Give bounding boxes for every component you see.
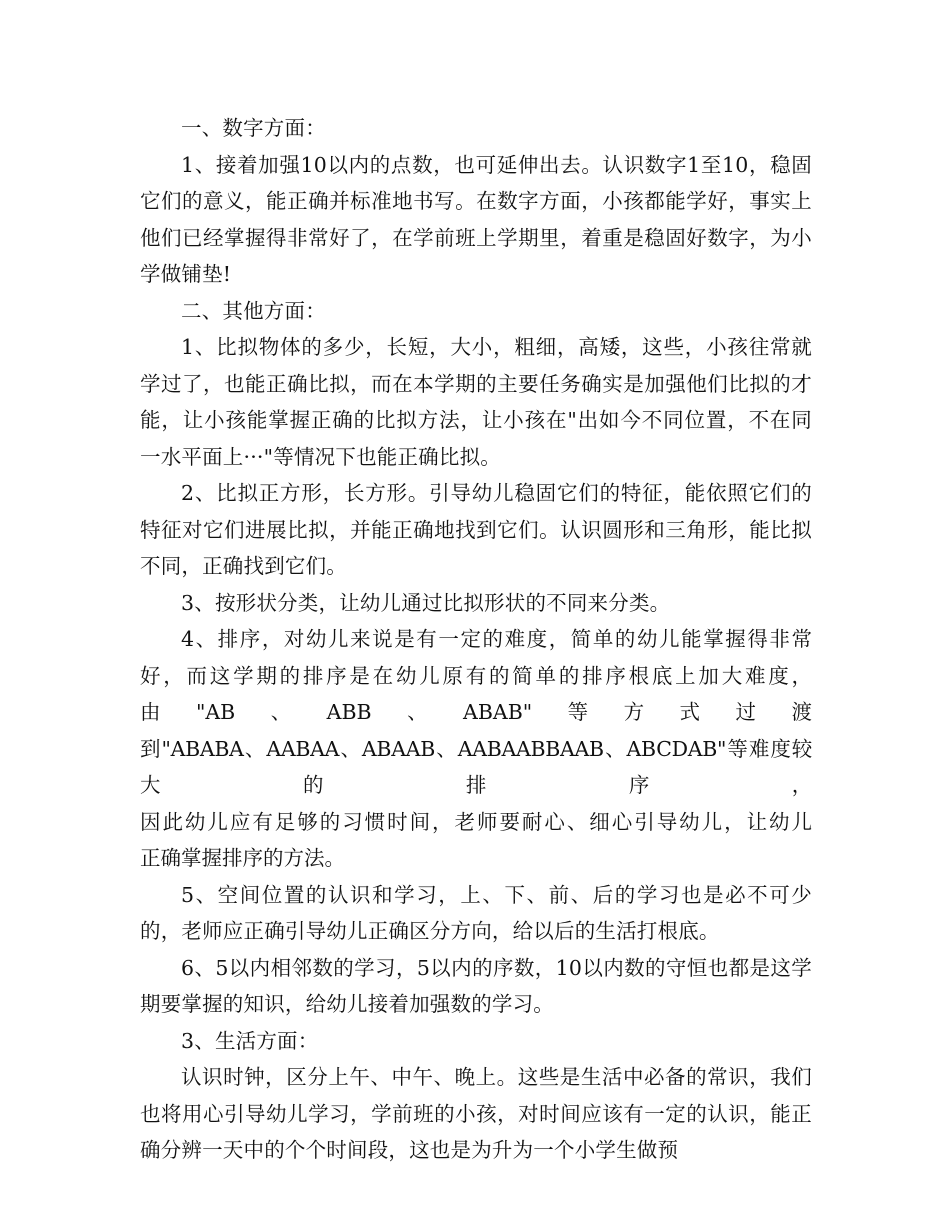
paragraph-life-1: 认识时钟，区分上午、中午、晚上。这些是生活中必备的常识，我们也将用心引导幼儿学习，学前班的小孩，对时间应该有一定的认识，能正确分辨一天中的个个时间段，这也是为升为一个小学生做预 bbox=[140, 1065, 812, 1162]
paragraph-other-4-line-6: 正确掌握排序的方法。 bbox=[140, 846, 345, 870]
paragraph-other-1: 1、比拟物体的多少，长短，大小，粗细，高矮，这些，小孩往常就学过了，也能正确比拟，而在本学期的主要任务确实是加强他们比拟的才能，让小孩能掌握正确的比拟方法，让小孩在"出如今不同位置，不在同一水平面上···"等情况下也能正确比拟。 bbox=[140, 335, 812, 469]
paragraph-numbers-1: 1、接着加强10以内的点数，也可延伸出去。认识数字1至10，稳固它们的意义，能正确并标准地书写。在数字方面，小孩都能学好，事实上他们已经掌握得非常好了，在学前班上学期里，着重是稳固好数字，为小学做铺垫! bbox=[140, 152, 812, 286]
token: ABAB" bbox=[463, 700, 533, 724]
heading-life: 3、生活方面： bbox=[181, 1028, 319, 1053]
paragraph-other-4-line-2: 好，而这学期的排序是在幼儿原有的简单的排序根底上加大难度， bbox=[140, 663, 812, 688]
heading-other: 二、其他方面： bbox=[181, 298, 326, 323]
paragraph-other-4 bbox=[140, 621, 812, 877]
paragraph-other-6: 6、5以内相邻数的学习，5以内的序数，10以内数的守恒也都是这学期要掌握的知识，给幼儿接着加强数的学习。 bbox=[140, 955, 812, 1016]
token: 、 bbox=[407, 700, 428, 724]
paragraph-other-2: 2、比拟正方形，长方形。引导幼儿稳固它们的特征，能依照它们的特征对它们进展比拟，并能正确地找到它们。认识圆形和三角形，能比拟不同，正确找到它们。 bbox=[140, 481, 812, 578]
paragraph-other-5: 5、空间位置的认识和学习，上、下、前、后的学习也是必不可少的，老师应正确引导幼儿正确区分方向，给以后的生活打根底。 bbox=[140, 882, 812, 943]
document-body bbox=[140, 110, 812, 1169]
paragraph-other-3: 3、按形状分类，让幼儿通过比拟形状的不同来分类。 bbox=[181, 590, 671, 615]
token: "AB bbox=[195, 700, 236, 724]
token: 方 bbox=[623, 700, 645, 724]
token: 等 bbox=[567, 700, 589, 724]
token: ABB bbox=[326, 700, 372, 724]
paragraph-other-4-line-3 bbox=[140, 694, 812, 731]
token: 、 bbox=[270, 700, 292, 724]
token: 式 bbox=[679, 700, 701, 724]
heading-numbers: 一、数字方面： bbox=[181, 116, 326, 140]
token: 由 bbox=[140, 700, 161, 724]
paragraph-other-4-line-5: 因此幼儿应有足够的习惯时间，老师要耐心、细心引导幼儿，让幼儿 bbox=[140, 809, 812, 834]
paragraph-other-4-line-1: 4、排序，对幼儿来说是有一定的难度，简单的幼儿能掌握得非常 bbox=[181, 627, 812, 651]
token: 过 bbox=[735, 700, 756, 724]
paragraph-other-4-line-4: 到"ABABA、AABAA、ABAAB、AABAABBAAB、ABCDAB"等难度较大的排序， bbox=[140, 736, 812, 797]
token: 渡 bbox=[791, 700, 812, 724]
